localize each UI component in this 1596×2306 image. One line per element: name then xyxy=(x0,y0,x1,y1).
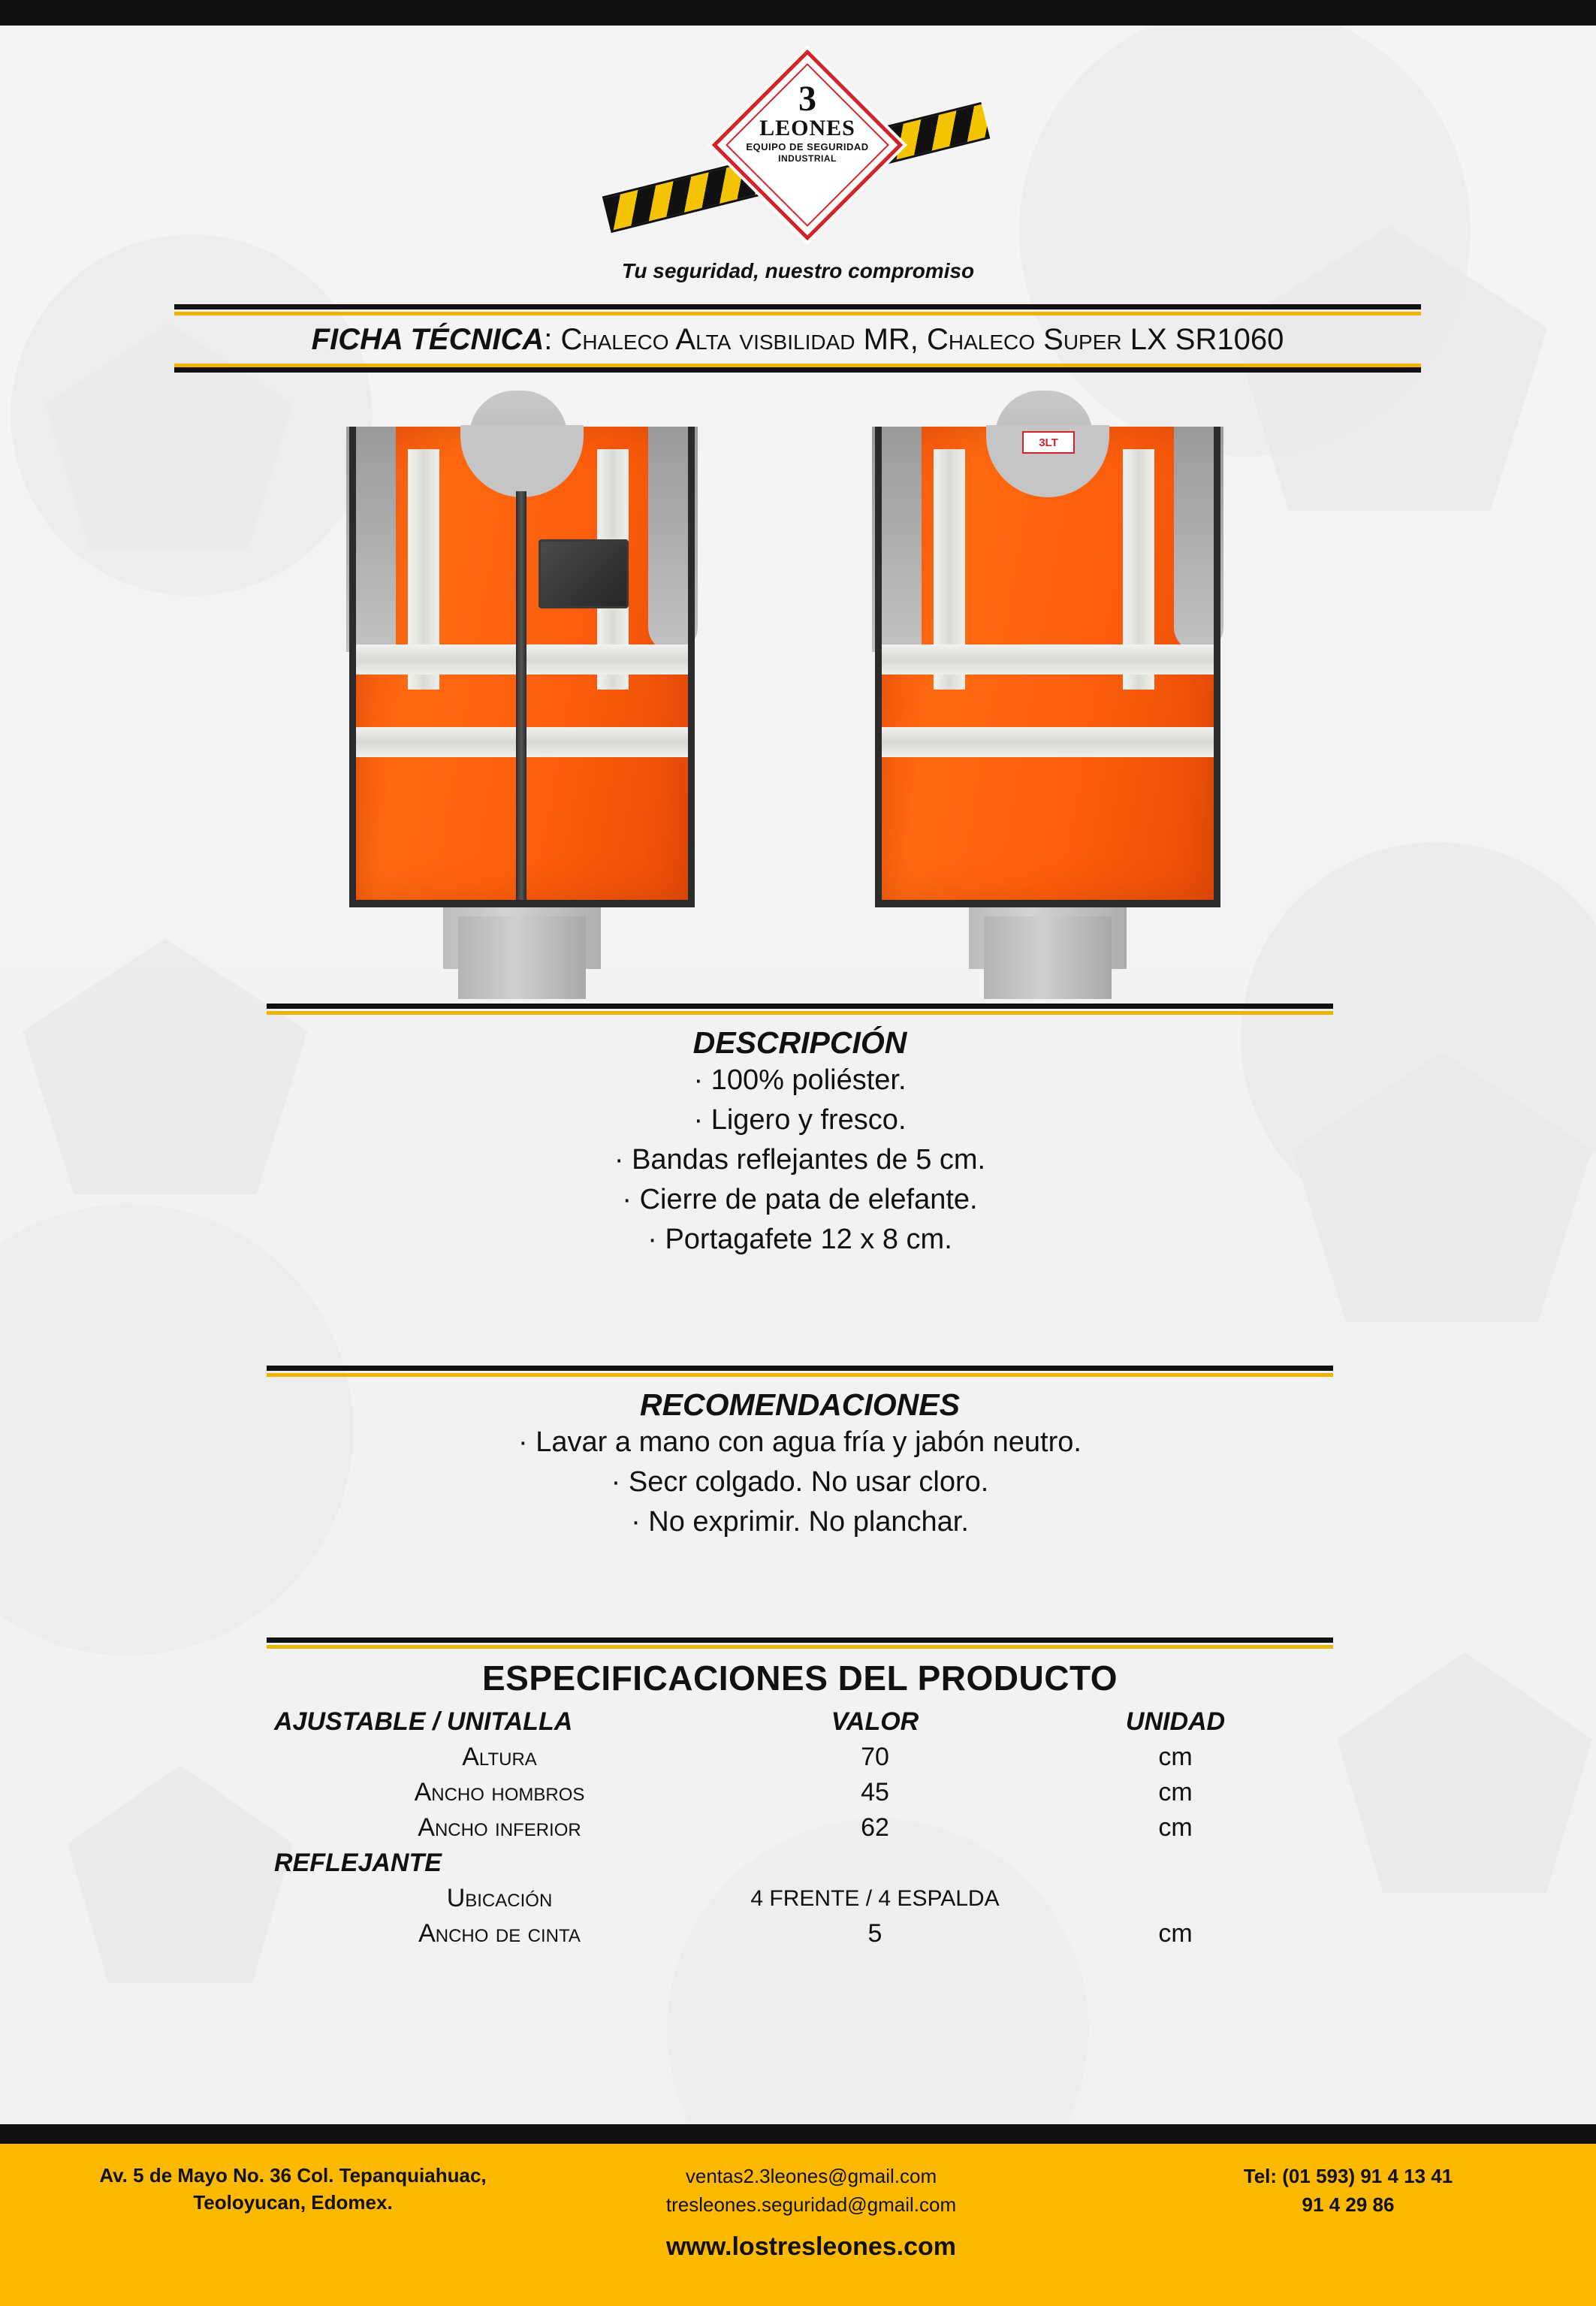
row-unit-altura: cm xyxy=(1158,1743,1193,1771)
vest-edge-trim-left xyxy=(349,427,356,907)
row-label-altura: Altura xyxy=(462,1743,537,1771)
footer-phone-1: Tel: (01 593) 91 4 13 41 xyxy=(1243,2165,1453,2187)
recomendaciones-item: · Lavar a mano con agua fría y jabón neutro. xyxy=(518,1426,1082,1458)
header-reflejante: REFLEJANTE xyxy=(274,1849,442,1877)
bg-polygon xyxy=(68,1765,293,1983)
row-value-ubicacion: 4 FRENTE / 4 ESPALDA xyxy=(750,1885,1000,1911)
descripcion-item: · Bandas reflejantes de 5 cm. xyxy=(614,1144,986,1176)
footer-email-2[interactable]: tresleones.seguridad@gmail.com xyxy=(665,2193,957,2216)
header-unidad: UNIDAD xyxy=(1125,1707,1226,1736)
recomendaciones-heading: RECOMENDACIONES xyxy=(640,1387,960,1422)
vest-edge-trim-left xyxy=(875,427,882,907)
mannequin-legs xyxy=(984,916,1112,999)
logo-text-block xyxy=(706,79,909,164)
table-row xyxy=(267,1775,1333,1810)
bg-polygon xyxy=(1292,1052,1592,1322)
footer-emails xyxy=(571,2162,1051,2219)
vest-body-back xyxy=(875,427,1220,907)
row-unit-ancho-inferior: cm xyxy=(1158,1813,1193,1842)
badge-holder-pocket xyxy=(539,539,629,608)
footer-email-1[interactable]: ventas2.3leones@gmail.com xyxy=(685,2165,937,2187)
row-value-altura: 70 xyxy=(861,1743,889,1771)
row-value-ancho-hombros: 45 xyxy=(861,1778,889,1806)
product-image-back xyxy=(807,391,1288,1007)
row-label-ancho-inferior: Ancho inferior xyxy=(418,1813,581,1842)
especificaciones-rule-black xyxy=(267,1637,1333,1643)
logo-subtitle-2: INDUSTRIAL xyxy=(778,153,837,164)
descripcion-item: · Ligero y fresco. xyxy=(693,1104,907,1136)
reflective-stripe-horizontal-lower xyxy=(875,727,1220,757)
vest-edge-trim-right xyxy=(1214,427,1220,907)
descripcion-heading: DESCRIPCIÓN xyxy=(692,1025,907,1060)
header-valor: VALOR xyxy=(831,1707,919,1736)
vest-hem-trim xyxy=(875,900,1220,907)
footer-black-bar xyxy=(0,2124,1596,2144)
table-header-row xyxy=(267,1704,1333,1740)
recomendaciones-item: · No exprimir. No planchar. xyxy=(631,1506,969,1538)
vest-body-front xyxy=(349,427,695,907)
row-label-ancho-cinta: Ancho de cinta xyxy=(418,1919,581,1948)
vest-edge-trim-right xyxy=(688,427,695,907)
row-label-ancho-hombros: Ancho hombros xyxy=(414,1778,585,1806)
title-prefix: FICHA TÉCNICA xyxy=(311,323,545,356)
company-slogan: Tu seguridad, nuestro compromiso xyxy=(621,259,975,282)
section-descripcion xyxy=(267,1004,1333,1260)
descripcion-item: · 100% poliéster. xyxy=(693,1064,907,1096)
product-photos xyxy=(267,391,1348,1007)
row-unit-ancho-cinta: cm xyxy=(1158,1919,1193,1948)
table-row xyxy=(267,1881,1333,1916)
table-row xyxy=(267,1916,1333,1951)
specifications-table xyxy=(267,1704,1333,1951)
title-rule-bottom-black xyxy=(174,367,1421,373)
company-logo xyxy=(0,36,1596,254)
reflective-stripe-horizontal-upper xyxy=(875,644,1220,675)
neck-opening xyxy=(460,425,584,497)
footer-address-line2: Teoloyucan, Edomex. xyxy=(193,2191,393,2214)
header-reflejante-spacer xyxy=(732,1846,1018,1881)
top-black-bar xyxy=(0,0,1596,26)
table-subheader-row xyxy=(267,1846,1333,1881)
page-title xyxy=(174,315,1421,361)
title-rule-top-black xyxy=(174,304,1421,309)
especificaciones-heading: ESPECIFICACIONES DEL PRODUCTO xyxy=(481,1659,1118,1698)
row-unit-ancho-hombros: cm xyxy=(1158,1778,1193,1806)
recomendaciones-rule-black xyxy=(267,1366,1333,1371)
row-value-ancho-cinta: 5 xyxy=(867,1919,882,1948)
table-row xyxy=(267,1810,1333,1846)
row-value-ancho-inferior: 62 xyxy=(861,1813,889,1842)
logo-subtitle-1: EQUIPO DE SEGURIDAD xyxy=(746,141,869,152)
title-product: Chaleco Alta visbilidad MR, Chaleco Super LX SR1060 xyxy=(560,323,1284,356)
header-ajustable: AJUSTABLE / UNITALLA xyxy=(274,1707,573,1736)
row-label-ubicacion: Ubicación xyxy=(446,1884,553,1912)
recomendaciones-item: · Secr colgado. No usar cloro. xyxy=(611,1466,989,1498)
descripcion-item: · Portagafete 12 x 8 cm. xyxy=(647,1224,952,1255)
table-row xyxy=(267,1740,1333,1775)
zipper xyxy=(516,491,526,907)
footer-phones xyxy=(1130,2162,1566,2219)
section-recomendaciones xyxy=(267,1366,1333,1542)
footer-address-line1: Av. 5 de Mayo No. 36 Col. Tepanquiahuac, xyxy=(99,2164,487,2187)
descripcion-rule-black xyxy=(267,1004,1333,1009)
mannequin-legs xyxy=(458,916,586,999)
section-especificaciones xyxy=(267,1637,1333,1951)
bg-polygon xyxy=(1337,1653,1592,1893)
datasheet-title-block xyxy=(174,304,1421,373)
footer-website[interactable]: www.lostresleones.com xyxy=(665,2232,957,2261)
logo-name: LEONES xyxy=(759,116,855,140)
footer-phone-2: 91 4 29 86 xyxy=(1302,2193,1395,2216)
logo-number: 3 xyxy=(798,79,816,119)
header-reflejante-spacer2 xyxy=(1018,1846,1333,1881)
brand-tag: 3LT xyxy=(1022,431,1075,454)
product-image-front xyxy=(282,391,762,1007)
bg-polygon xyxy=(23,939,308,1194)
vest-hem-trim xyxy=(349,900,695,907)
descripcion-item: · Cierre de pata de elefante. xyxy=(622,1184,978,1215)
footer-address xyxy=(30,2162,556,2216)
title-separator: : xyxy=(544,323,561,356)
row-unit-ubicacion xyxy=(1018,1881,1333,1916)
page-footer xyxy=(0,2144,1596,2306)
